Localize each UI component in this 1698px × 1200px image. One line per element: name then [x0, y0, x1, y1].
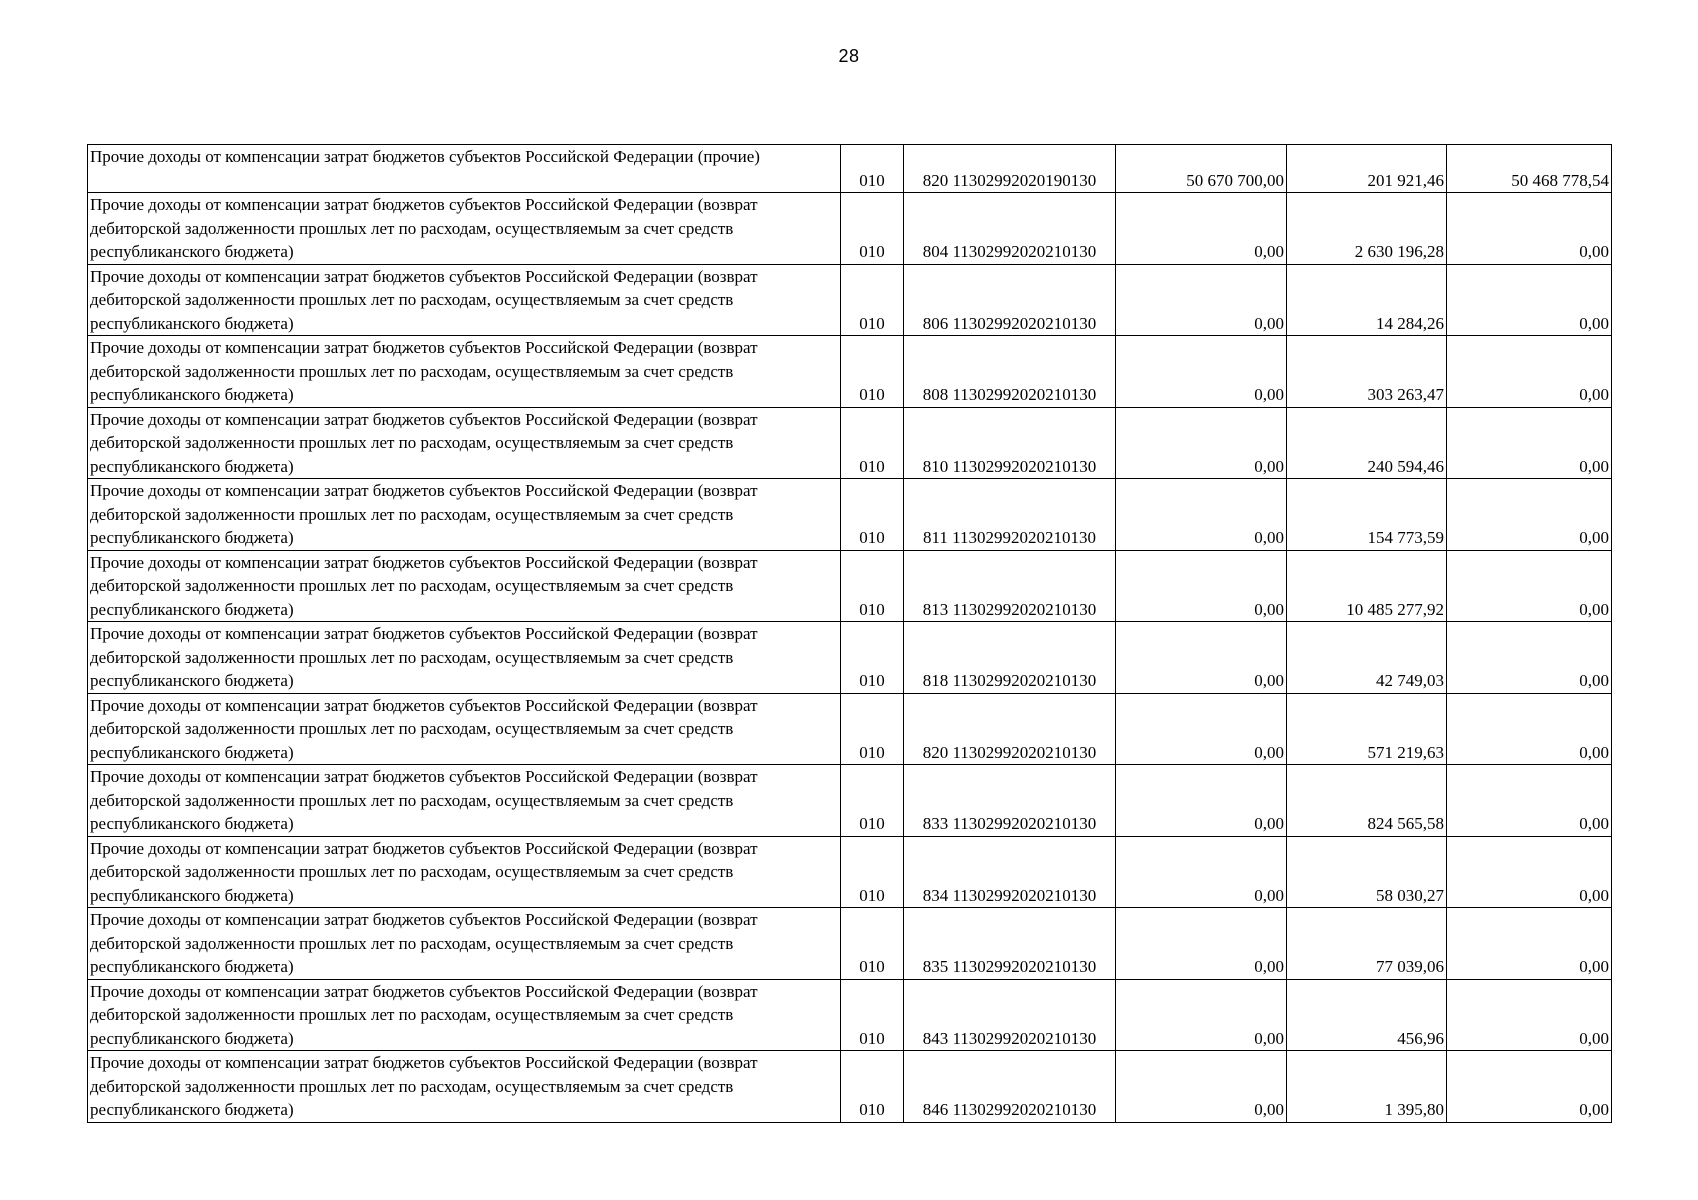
income-name-cell: Прочие доходы от компенсации затрат бюджетов субъектов Российской Федерации (возврат дебиторской задолженности прошлых лет по расходам, осуществляемым за счет средств республиканского бюджета) [88, 193, 841, 265]
unexecuted-amount-cell: 0,00 [1447, 693, 1612, 765]
line-code-cell: 010 [841, 908, 904, 980]
line-code-cell: 010 [841, 550, 904, 622]
budget-income-table [87, 144, 1612, 1123]
table-row [88, 622, 1612, 694]
approved-amount-cell: 0,00 [1116, 979, 1287, 1051]
budget-classification-code-cell: 813 11302992020210130 [904, 550, 1116, 622]
approved-amount-cell: 0,00 [1116, 908, 1287, 980]
page-number: 28 [838, 46, 860, 66]
budget-classification-code-cell: 818 11302992020210130 [904, 622, 1116, 694]
approved-amount-cell: 0,00 [1116, 1051, 1287, 1123]
table-row [88, 908, 1612, 980]
budget-classification-code-cell: 810 11302992020210130 [904, 407, 1116, 479]
budget-classification-code-cell: 834 11302992020210130 [904, 836, 1116, 908]
income-name-cell: Прочие доходы от компенсации затрат бюджетов субъектов Российской Федерации (возврат дебиторской задолженности прошлых лет по расходам, осуществляемым за счет средств республиканского бюджета) [88, 1051, 841, 1123]
executed-amount-cell: 14 284,26 [1287, 264, 1447, 336]
line-code-cell: 010 [841, 1051, 904, 1123]
approved-amount-cell: 50 670 700,00 [1116, 145, 1287, 193]
line-code-cell: 010 [841, 264, 904, 336]
budget-classification-code-cell: 835 11302992020210130 [904, 908, 1116, 980]
line-code-cell: 010 [841, 765, 904, 837]
approved-amount-cell: 0,00 [1116, 264, 1287, 336]
table-row [88, 336, 1612, 408]
budget-classification-code-cell: 820 11302992020210130 [904, 693, 1116, 765]
unexecuted-amount-cell: 0,00 [1447, 765, 1612, 837]
executed-amount-cell: 2 630 196,28 [1287, 193, 1447, 265]
budget-classification-code-cell: 820 11302992020190130 [904, 145, 1116, 193]
executed-amount-cell: 1 395,80 [1287, 1051, 1447, 1123]
approved-amount-cell: 0,00 [1116, 622, 1287, 694]
executed-amount-cell: 201 921,46 [1287, 145, 1447, 193]
income-name-cell: Прочие доходы от компенсации затрат бюджетов субъектов Российской Федерации (возврат дебиторской задолженности прошлых лет по расходам, осуществляемым за счет средств республиканского бюджета) [88, 622, 841, 694]
income-name-cell: Прочие доходы от компенсации затрат бюджетов субъектов Российской Федерации (возврат дебиторской задолженности прошлых лет по расходам, осуществляемым за счет средств республиканского бюджета) [88, 479, 841, 551]
budget-classification-code-cell: 808 11302992020210130 [904, 336, 1116, 408]
table-row [88, 479, 1612, 551]
budget-classification-code-cell: 811 11302992020210130 [904, 479, 1116, 551]
unexecuted-amount-cell: 0,00 [1447, 407, 1612, 479]
line-code-cell: 010 [841, 193, 904, 265]
executed-amount-cell: 77 039,06 [1287, 908, 1447, 980]
income-name-cell: Прочие доходы от компенсации затрат бюджетов субъектов Российской Федерации (возврат дебиторской задолженности прошлых лет по расходам, осуществляемым за счет средств республиканского бюджета) [88, 979, 841, 1051]
table-row [88, 836, 1612, 908]
income-name-cell: Прочие доходы от компенсации затрат бюджетов субъектов Российской Федерации (возврат дебиторской задолженности прошлых лет по расходам, осуществляемым за счет средств республиканского бюджета) [88, 693, 841, 765]
table-row [88, 550, 1612, 622]
executed-amount-cell: 42 749,03 [1287, 622, 1447, 694]
line-code-cell: 010 [841, 979, 904, 1051]
income-name-cell: Прочие доходы от компенсации затрат бюджетов субъектов Российской Федерации (возврат дебиторской задолженности прошлых лет по расходам, осуществляемым за счет средств республиканского бюджета) [88, 336, 841, 408]
income-name-cell: Прочие доходы от компенсации затрат бюджетов субъектов Российской Федерации (возврат дебиторской задолженности прошлых лет по расходам, осуществляемым за счет средств республиканского бюджета) [88, 765, 841, 837]
approved-amount-cell: 0,00 [1116, 479, 1287, 551]
income-name-cell: Прочие доходы от компенсации затрат бюджетов субъектов Российской Федерации (прочие) [88, 145, 841, 193]
income-name-cell: Прочие доходы от компенсации затрат бюджетов субъектов Российской Федерации (возврат дебиторской задолженности прошлых лет по расходам, осуществляемым за счет средств республиканского бюджета) [88, 550, 841, 622]
executed-amount-cell: 154 773,59 [1287, 479, 1447, 551]
approved-amount-cell: 0,00 [1116, 336, 1287, 408]
budget-classification-code-cell: 833 11302992020210130 [904, 765, 1116, 837]
unexecuted-amount-cell: 0,00 [1447, 979, 1612, 1051]
table-body [88, 145, 1612, 1123]
table-row [88, 407, 1612, 479]
line-code-cell: 010 [841, 622, 904, 694]
budget-classification-code-cell: 846 11302992020210130 [904, 1051, 1116, 1123]
income-name-cell: Прочие доходы от компенсации затрат бюджетов субъектов Российской Федерации (возврат дебиторской задолженности прошлых лет по расходам, осуществляемым за счет средств республиканского бюджета) [88, 407, 841, 479]
executed-amount-cell: 240 594,46 [1287, 407, 1447, 479]
line-code-cell: 010 [841, 336, 904, 408]
unexecuted-amount-cell: 0,00 [1447, 908, 1612, 980]
line-code-cell: 010 [841, 407, 904, 479]
executed-amount-cell: 824 565,58 [1287, 765, 1447, 837]
unexecuted-amount-cell: 0,00 [1447, 336, 1612, 408]
unexecuted-amount-cell: 0,00 [1447, 264, 1612, 336]
table-row [88, 765, 1612, 837]
table-row [88, 979, 1612, 1051]
income-name-cell: Прочие доходы от компенсации затрат бюджетов субъектов Российской Федерации (возврат дебиторской задолженности прошлых лет по расходам, осуществляемым за счет средств республиканского бюджета) [88, 264, 841, 336]
table-row [88, 145, 1612, 193]
income-name-cell: Прочие доходы от компенсации затрат бюджетов субъектов Российской Федерации (возврат дебиторской задолженности прошлых лет по расходам, осуществляемым за счет средств республиканского бюджета) [88, 836, 841, 908]
executed-amount-cell: 10 485 277,92 [1287, 550, 1447, 622]
unexecuted-amount-cell: 0,00 [1447, 550, 1612, 622]
unexecuted-amount-cell: 0,00 [1447, 193, 1612, 265]
executed-amount-cell: 58 030,27 [1287, 836, 1447, 908]
unexecuted-amount-cell: 0,00 [1447, 479, 1612, 551]
executed-amount-cell: 456,96 [1287, 979, 1447, 1051]
table-row [88, 693, 1612, 765]
approved-amount-cell: 0,00 [1116, 550, 1287, 622]
approved-amount-cell: 0,00 [1116, 407, 1287, 479]
line-code-cell: 010 [841, 836, 904, 908]
executed-amount-cell: 303 263,47 [1287, 336, 1447, 408]
unexecuted-amount-cell: 0,00 [1447, 622, 1612, 694]
budget-classification-code-cell: 806 11302992020210130 [904, 264, 1116, 336]
line-code-cell: 010 [841, 693, 904, 765]
approved-amount-cell: 0,00 [1116, 836, 1287, 908]
table-row [88, 264, 1612, 336]
unexecuted-amount-cell: 0,00 [1447, 1051, 1612, 1123]
income-name-cell: Прочие доходы от компенсации затрат бюджетов субъектов Российской Федерации (возврат дебиторской задолженности прошлых лет по расходам, осуществляемым за счет средств республиканского бюджета) [88, 908, 841, 980]
unexecuted-amount-cell: 50 468 778,54 [1447, 145, 1612, 193]
table-row [88, 1051, 1612, 1123]
executed-amount-cell: 571 219,63 [1287, 693, 1447, 765]
approved-amount-cell: 0,00 [1116, 193, 1287, 265]
line-code-cell: 010 [841, 479, 904, 551]
approved-amount-cell: 0,00 [1116, 693, 1287, 765]
line-code-cell: 010 [841, 145, 904, 193]
unexecuted-amount-cell: 0,00 [1447, 836, 1612, 908]
budget-classification-code-cell: 843 11302992020210130 [904, 979, 1116, 1051]
budget-classification-code-cell: 804 11302992020210130 [904, 193, 1116, 265]
approved-amount-cell: 0,00 [1116, 765, 1287, 837]
table-row [88, 193, 1612, 265]
